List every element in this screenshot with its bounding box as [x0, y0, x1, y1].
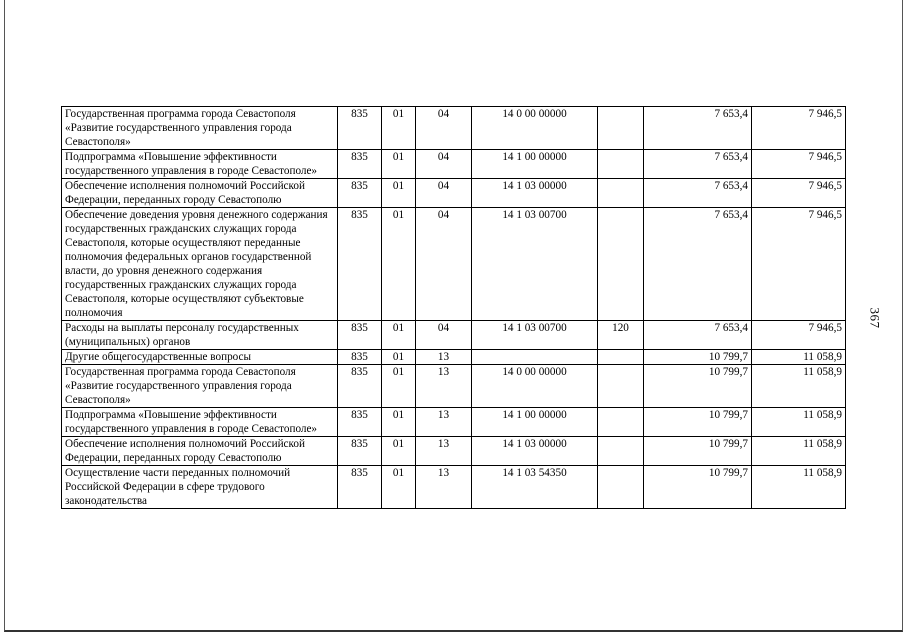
amount-year2-cell: 7 946,5	[752, 208, 846, 321]
item-name-cell: Подпрограмма «Повышение эффективности государственного управления в городе Севастополе»	[62, 150, 338, 179]
amount-year1-cell: 10 799,7	[644, 437, 752, 466]
amount-year2-cell: 7 946,5	[752, 179, 846, 208]
ministry-code-cell: 835	[338, 365, 382, 408]
amount-year2-cell: 7 946,5	[752, 321, 846, 350]
amount-year1-cell: 10 799,7	[644, 365, 752, 408]
subsection-code-cell: 13	[416, 365, 472, 408]
section-code-cell: 01	[382, 365, 416, 408]
ministry-code-cell: 835	[338, 350, 382, 365]
table-row	[62, 208, 846, 321]
amount-year1-cell: 7 653,4	[644, 179, 752, 208]
amount-year2-cell: 7 946,5	[752, 107, 846, 150]
amount-year2-cell: 11 058,9	[752, 365, 846, 408]
target-article-cell: 14 1 03 00700	[472, 208, 598, 321]
expense-type-cell	[598, 408, 644, 437]
table-row	[62, 179, 846, 208]
amount-year2-cell: 11 058,9	[752, 408, 846, 437]
amount-year2-cell: 7 946,5	[752, 150, 846, 179]
item-name-cell: Государственная программа города Севастополя «Развитие государственного управления города Севастополя»	[62, 107, 338, 150]
expense-type-cell	[598, 150, 644, 179]
amount-year1-cell: 10 799,7	[644, 408, 752, 437]
ministry-code-cell: 835	[338, 466, 382, 509]
target-article-cell: 14 0 00 00000	[472, 107, 598, 150]
amount-year1-cell: 7 653,4	[644, 107, 752, 150]
section-code-cell: 01	[382, 466, 416, 509]
section-code-cell: 01	[382, 408, 416, 437]
item-name-cell: Подпрограмма «Повышение эффективности государственного управления в городе Севастополе»	[62, 408, 338, 437]
expense-type-cell	[598, 107, 644, 150]
item-name-cell: Осуществление части переданных полномочий Российской Федерации в сфере трудового законодательства	[62, 466, 338, 509]
subsection-code-cell: 04	[416, 179, 472, 208]
section-code-cell: 01	[382, 208, 416, 321]
table-row	[62, 350, 846, 365]
ministry-code-cell: 835	[338, 179, 382, 208]
ministry-code-cell: 835	[338, 150, 382, 179]
section-code-cell: 01	[382, 437, 416, 466]
item-name-cell: Государственная программа города Севастополя «Развитие государственного управления города Севастополя»	[62, 365, 338, 408]
ministry-code-cell: 835	[338, 321, 382, 350]
amount-year1-cell: 7 653,4	[644, 208, 752, 321]
section-code-cell: 01	[382, 150, 416, 179]
ministry-code-cell: 835	[338, 437, 382, 466]
subsection-code-cell: 13	[416, 437, 472, 466]
item-name-cell: Обеспечение исполнения полномочий Российской Федерации, переданных городу Севастополю	[62, 437, 338, 466]
table-row	[62, 365, 846, 408]
expense-type-cell	[598, 208, 644, 321]
expense-type-cell	[598, 466, 644, 509]
target-article-cell: 14 1 03 54350	[472, 466, 598, 509]
expense-type-cell	[598, 437, 644, 466]
subsection-code-cell: 13	[416, 408, 472, 437]
section-code-cell: 01	[382, 321, 416, 350]
amount-year2-cell: 11 058,9	[752, 437, 846, 466]
expense-type-cell	[598, 365, 644, 408]
table-row	[62, 321, 846, 350]
target-article-cell: 14 1 03 00700	[472, 321, 598, 350]
amount-year1-cell: 7 653,4	[644, 321, 752, 350]
amount-year2-cell: 11 058,9	[752, 350, 846, 365]
amount-year2-cell: 11 058,9	[752, 466, 846, 509]
expense-type-cell	[598, 350, 644, 365]
table-body	[62, 107, 846, 509]
item-name-cell: Обеспечение доведения уровня денежного содержания государственных гражданских служащих города Севастополя, которые осуществляют переданные полномочия федеральных органов государственной власти, до уровня денежного содержания государственных гражданских служащих города Севастополя, которые осуществляют субъектовые полномочия	[62, 208, 338, 321]
target-article-cell: 14 1 03 00000	[472, 179, 598, 208]
table-row	[62, 437, 846, 466]
target-article-cell	[472, 350, 598, 365]
target-article-cell: 14 0 00 00000	[472, 365, 598, 408]
item-name-cell: Обеспечение исполнения полномочий Российской Федерации, переданных городу Севастополю	[62, 179, 338, 208]
section-code-cell: 01	[382, 179, 416, 208]
expense-type-cell: 120	[598, 321, 644, 350]
ministry-code-cell: 835	[338, 408, 382, 437]
subsection-code-cell: 13	[416, 466, 472, 509]
table-row	[62, 408, 846, 437]
budget-table	[61, 106, 846, 509]
ministry-code-cell: 835	[338, 107, 382, 150]
subsection-code-cell: 13	[416, 350, 472, 365]
target-article-cell: 14 1 00 00000	[472, 150, 598, 179]
subsection-code-cell: 04	[416, 150, 472, 179]
target-article-cell: 14 1 00 00000	[472, 408, 598, 437]
section-code-cell: 01	[382, 350, 416, 365]
amount-year1-cell: 10 799,7	[644, 350, 752, 365]
table-row	[62, 466, 846, 509]
expense-type-cell	[598, 179, 644, 208]
table-row	[62, 150, 846, 179]
table-row	[62, 107, 846, 150]
subsection-code-cell: 04	[416, 208, 472, 321]
ministry-code-cell: 835	[338, 208, 382, 321]
subsection-code-cell: 04	[416, 321, 472, 350]
amount-year1-cell: 10 799,7	[644, 466, 752, 509]
subsection-code-cell: 04	[416, 107, 472, 150]
amount-year1-cell: 7 653,4	[644, 150, 752, 179]
target-article-cell: 14 1 03 00000	[472, 437, 598, 466]
section-code-cell: 01	[382, 107, 416, 150]
page-number: 367	[867, 307, 883, 329]
item-name-cell: Другие общегосударственные вопросы	[62, 350, 338, 365]
item-name-cell: Расходы на выплаты персоналу государственных (муниципальных) органов	[62, 321, 338, 350]
